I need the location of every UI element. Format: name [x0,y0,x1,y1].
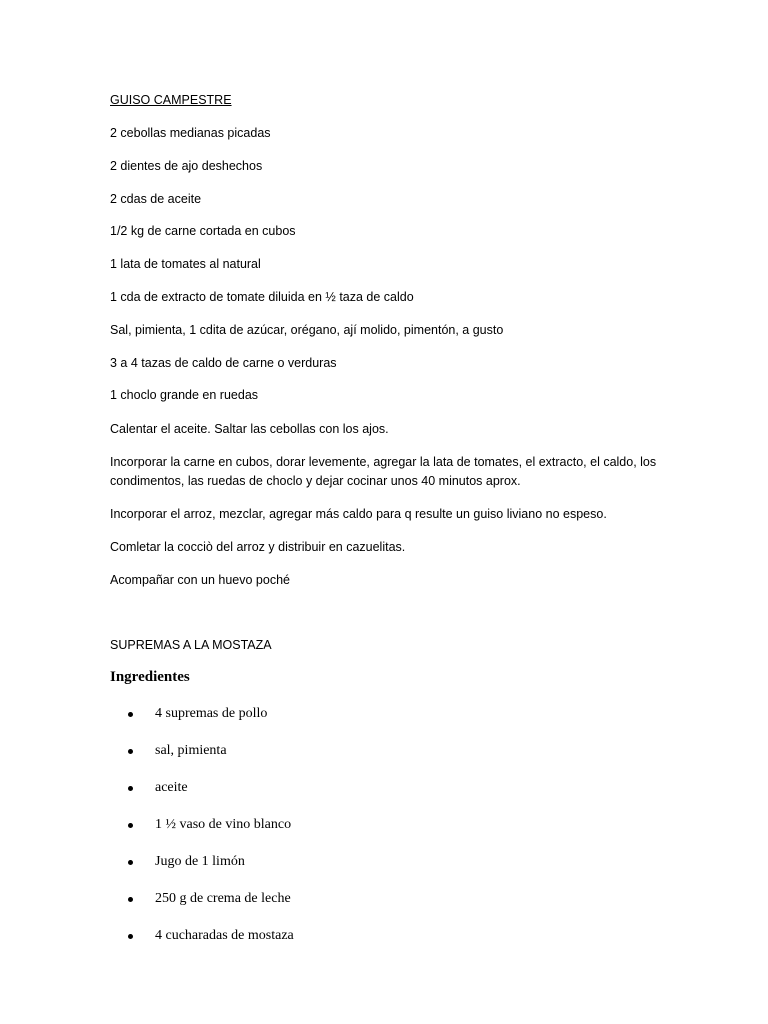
ingredient-line: 1 cda de extracto de tomate diluida en ½ taza de caldo [110,290,414,304]
ingredient-line: 2 cebollas medianas picadas [110,126,271,140]
ingredient-line: 1 choclo grande en ruedas [110,388,259,402]
list-item-text: 4 cucharadas de mostaza [155,928,294,943]
bullet-icon [128,786,133,791]
bullet-icon [128,712,133,717]
ingredient-line: 2 cdas de aceite [110,192,202,206]
bullet-icon [128,897,133,902]
ingredient-line: 2 dientes de ajo deshechos [110,159,263,173]
recipe-title: SUPREMAS A LA MOSTAZA [110,638,272,652]
bullet-icon [128,860,133,865]
recipe-title: GUISO CAMPESTRE [110,93,232,107]
list-item-text: sal, pimienta [155,743,227,758]
ingredient-line: Sal, pimienta, 1 cdita de azúcar, orégano, ají molido, pimentón, a gusto [110,323,504,337]
list-item-text: aceite [155,780,188,795]
step-paragraph: Comletar la cocciò del arroz y distribuir en cazuelitas. [110,540,406,554]
bullet-icon [128,823,133,828]
step-paragraph: Calentar el aceite. Saltar las cebollas con los ajos. [110,422,389,436]
step-paragraph: Incorporar el arroz, mezclar, agregar más caldo para q resulte un guiso liviano no espeso. [110,507,607,521]
list-item-text: 1 ½ vaso de vino blanco [155,817,292,832]
bullet-icon [128,934,133,939]
bullet-icon [128,749,133,754]
ingredient-line: 1/2 kg de carne cortada en cubos [110,224,296,238]
step-paragraph: Incorporar la carne en cubos, dorar levemente, agregar la lata de tomates, el extracto, el caldo, los condimentos, las ruedas de choclo y dejar cocinar unos 40 minutos aprox. [110,455,657,488]
list-item-text: 4 supremas de pollo [155,706,268,721]
list-item-text: 250 g de crema de leche [155,891,291,906]
ingredient-line: 1 lata de tomates al natural [110,257,261,271]
ingredient-line: 3 a 4 tazas de caldo de carne o verduras [110,356,337,370]
ingredients-heading: Ingredientes [110,669,190,685]
step-paragraph: Acompañar con un huevo poché [110,573,290,587]
list-item-text: Jugo de 1 limón [155,854,245,869]
